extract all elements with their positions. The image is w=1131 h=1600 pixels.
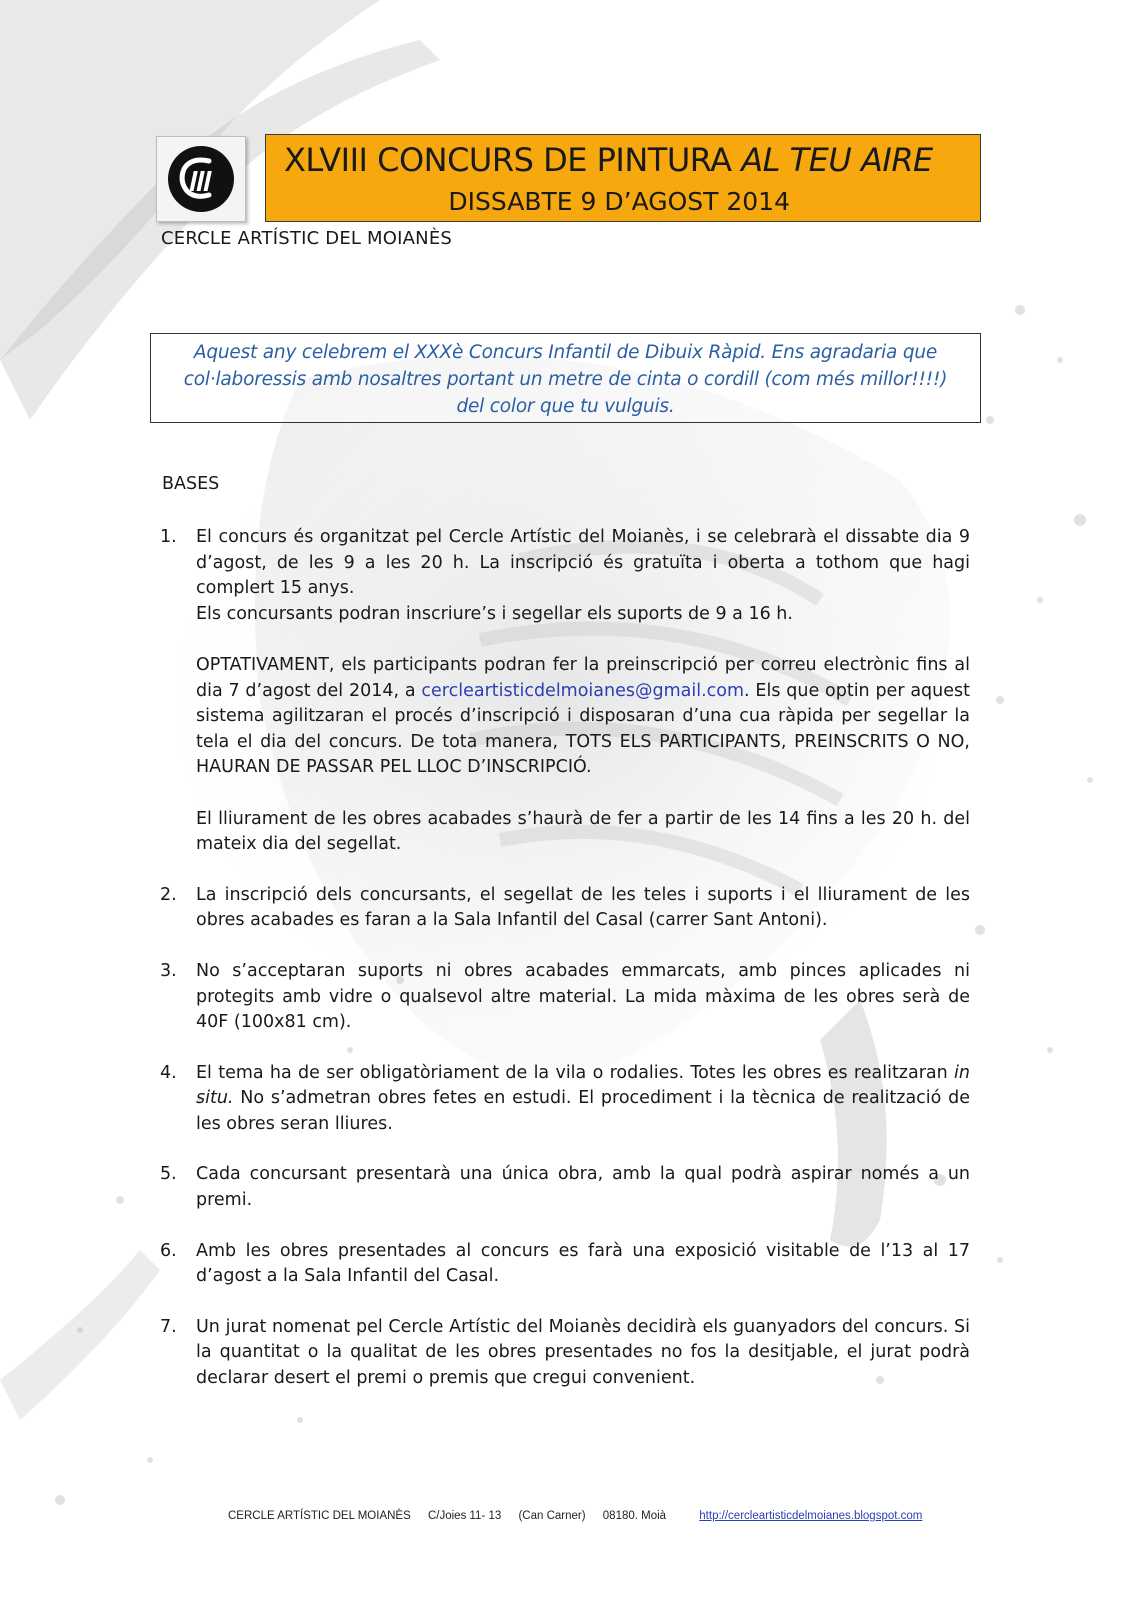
rule-text: No s’acceptaran suports ni obres acabades emmarcats, amb pinces aplicades ni protegits amb vidre o qualsevol altre material. La mida màxima de les obres serà de 40F (100x81 cm).	[196, 960, 970, 1033]
website-link[interactable]: http://cercleartisticdelmoianes.blogspot.com	[699, 1510, 923, 1522]
rule-item	[160, 525, 970, 858]
email-link[interactable]: cercleartisticdelmoianes@gmail.com	[421, 680, 745, 701]
rule-number: 5.	[160, 1164, 177, 1185]
rule-text: Cada concursant presentarà una única obra, amb la qual podrà aspirar només a un premi.	[196, 1164, 970, 1211]
c-iii-logo-icon	[157, 137, 245, 221]
organization-name: CERCLE ARTÍSTIC DEL MOIANÈS	[161, 228, 453, 249]
rule-text: Un jurat nomenat pel Cercle Artístic del Moianès decidirà els guanyadors del concurs. Si la quantitat o la qualitat de les obres presentades no fos la desitjable, el jurat podrà declarar desert el premi o premis que cregui convenient.	[196, 1316, 970, 1389]
page-title: XLVIII CONCURS DE PINTURA AL TEU AIRE	[284, 141, 933, 179]
rule-text: La inscripció dels concursants, el segellat de les teles i suports i el lliurament de les obres acabades es faran a la Sala Infantil del Casal (carrer Sant Antoni).	[196, 884, 970, 931]
rule-text: El lliurament de les obres acabades s’haurà de fer a partir de les 14 fins a les 20 h. del mateix dia del segellat.	[196, 808, 970, 855]
rule-item	[160, 959, 970, 1036]
rule-number: 4.	[160, 1062, 177, 1083]
rule-item	[160, 1315, 970, 1392]
notice-text: Aquest any celebrem el XXXè Concurs Infantil de Dibuix Ràpid. Ens agradaria que col·laboressis amb nosaltres portant un metre de cinta o cordill (com més millor!!!!) del color que tu vulguis.	[183, 342, 948, 417]
rule-text: El concurs és organitzat pel Cercle Artístic del Moianès, i se celebrarà el dissabte dia 9 d’agost, de les 9 a les 20 h. La inscripció és gratuïta i oberta a tothom que hagi complert 15 anys.	[196, 527, 970, 599]
club-logo	[156, 136, 246, 222]
rule-number: 2.	[160, 884, 177, 905]
rule-number: 6.	[160, 1240, 177, 1261]
footer-org: CERCLE ARTÍSTIC DEL MOIANÈS	[228, 1510, 411, 1522]
rule-item	[160, 1239, 970, 1290]
footer-street: C/Joies 11- 13	[427, 1510, 502, 1522]
footer-city: 08180. Moià	[602, 1510, 667, 1522]
rule-text: OPTATIVAMENT, els participants podran fer la preinscripció per correu electrònic fins al dia 7 d’agost del 2014, a cercleartisticdelmoianes@gmail.com. Els que optin per aquest sistema agilitzaran el procés d’inscripció i disposaran d’una cua ràpida per segellar la tela el dia del concurs. De tota manera, TOTS ELS PARTICIPANTS, PREINSCRITS O NO, HAURAN DE PASSAR PEL LLOC D’INSCRIPCIÓ.	[196, 654, 970, 778]
footer	[228, 1510, 936, 1522]
footer-building: (Can Carner)	[518, 1510, 586, 1522]
rule-number: 3.	[160, 960, 177, 981]
title-banner	[265, 134, 981, 222]
rule-number: 1.	[160, 527, 177, 547]
rule-text: Els concursants podran inscriure’s i segellar els suports de 9 a 16 h.	[196, 603, 793, 624]
rule-item	[160, 1061, 970, 1138]
bases-heading: BASES	[162, 474, 220, 494]
notice-box	[150, 333, 981, 423]
rule-number: 7.	[160, 1316, 177, 1337]
event-date: DISSABTE 9 D’AGOST 2014	[448, 187, 790, 216]
rules-list	[160, 525, 970, 1417]
rule-text: El tema ha de ser obligatòriament de la vila o rodalies. Totes les obres es realitzaran in situ. No s’admetran obres fetes en estudi. El procediment i la tècnica de realització de les obres seran lliures.	[196, 1062, 970, 1134]
rule-item	[160, 883, 970, 934]
rule-text: Amb les obres presentades al concurs es farà una exposició visitable de l’13 al 17 d’agost a la Sala Infantil del Casal.	[196, 1240, 970, 1287]
rule-item	[160, 1162, 970, 1213]
